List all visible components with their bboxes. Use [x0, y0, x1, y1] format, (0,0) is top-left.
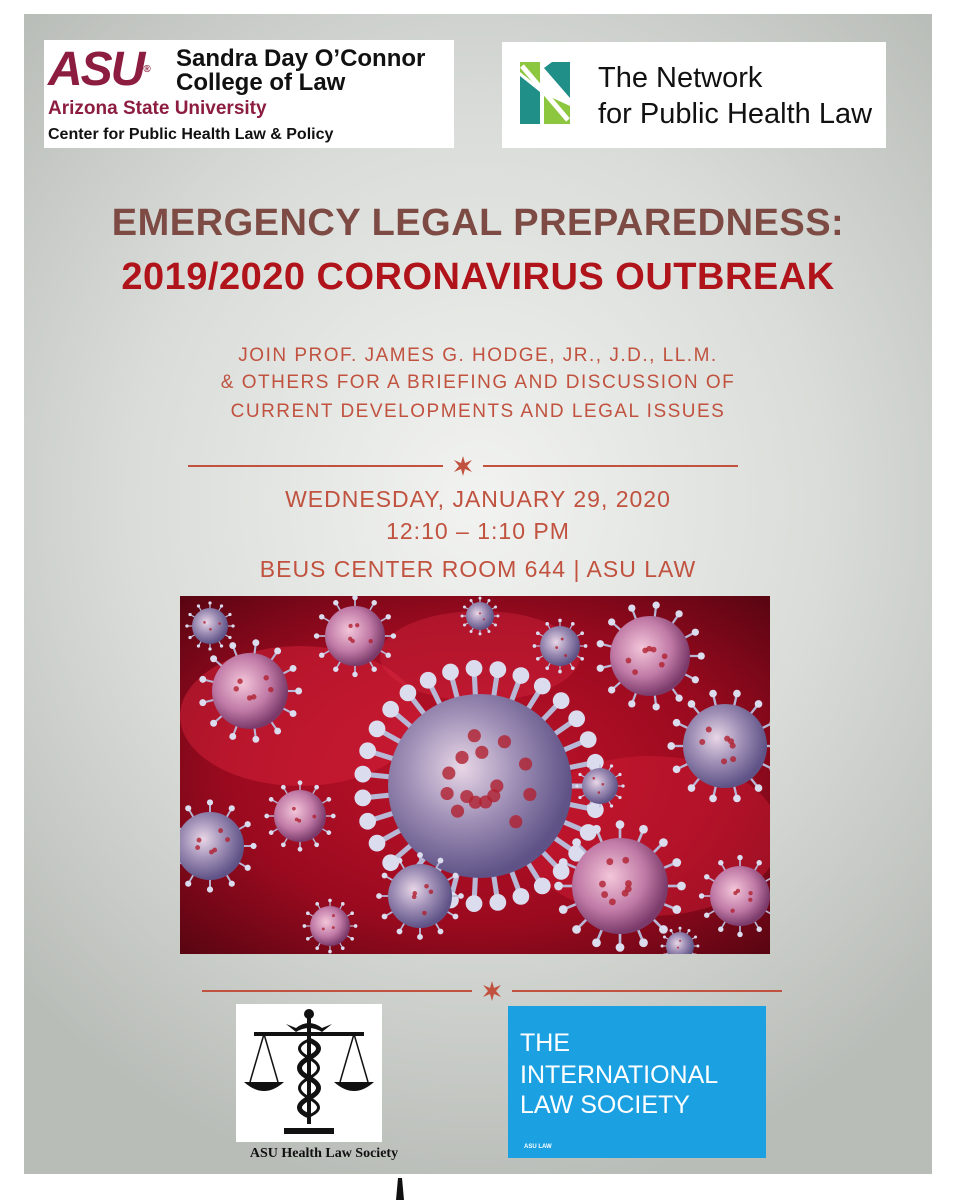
ils-asu-law-tag: ASU LAW	[524, 1144, 552, 1150]
ils-line3: LAW SOCIETY	[520, 1091, 690, 1119]
network-public-health-law-logo	[502, 42, 886, 148]
network-name-line1: The Network	[598, 62, 763, 94]
health-law-society-name: ASU Health Law Society	[249, 1146, 399, 1161]
network-n-icon	[514, 58, 580, 128]
asu-college-name-line1: Sandra Day O’Connor	[176, 45, 426, 72]
ils-line1: THE	[520, 1029, 570, 1057]
bottom-edge-mark	[392, 1176, 406, 1200]
asu-university-name: Arizona State University	[48, 98, 267, 119]
subtitle-line1: JOIN PROF. JAMES G. HODGE, JR., J.D., LL.M.	[238, 345, 718, 366]
virus-particle	[554, 820, 686, 952]
subtitle-line3: CURRENT DEVELOPMENTS AND LEGAL ISSUES	[230, 401, 726, 422]
starburst-icon	[483, 981, 501, 1001]
event-time: 12:10 – 1:10 PM	[386, 518, 570, 544]
starburst-icon	[454, 456, 472, 476]
ornamental-divider-top	[188, 454, 738, 478]
coronavirus-illustration	[180, 596, 770, 954]
subtitle-line2: & OTHERS FOR A BRIEFING AND DISCUSSION OF	[220, 372, 736, 393]
headline-line1: EMERGENCY LEGAL PREPAREDNESS:	[111, 202, 845, 244]
network-name-line2: for Public Health Law	[598, 98, 873, 130]
scales-caduceus-icon	[236, 1004, 382, 1142]
event-date: WEDNESDAY, JANUARY 29, 2020	[285, 486, 671, 512]
ils-line2: INTERNATIONAL	[520, 1061, 719, 1089]
event-location: BEUS CENTER ROOM 644 | ASU LAW	[259, 556, 697, 582]
asu-law-logo	[44, 40, 454, 148]
ornamental-divider-bottom	[202, 980, 782, 1002]
health-law-society-logo	[236, 1004, 382, 1142]
event-poster	[24, 14, 932, 1174]
asu-college-name-line2: College of Law	[176, 69, 346, 96]
headline-line2: 2019/2020 CORONAVIRUS OUTBREAK	[121, 256, 835, 298]
international-law-society-logo	[508, 1006, 766, 1158]
asu-wordmark: ASU®	[48, 43, 149, 96]
asu-center-name: Center for Public Health Law & Policy	[48, 126, 334, 143]
